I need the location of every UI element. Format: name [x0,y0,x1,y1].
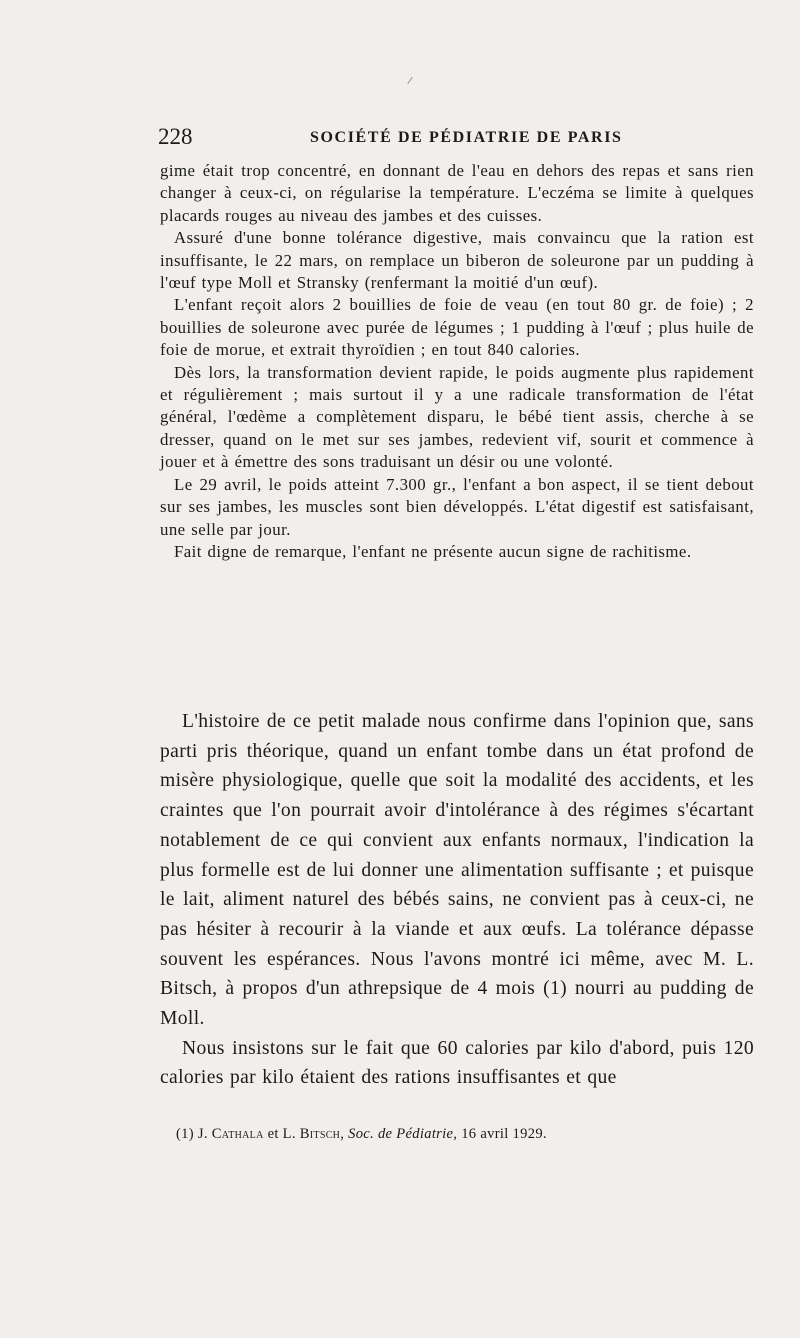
footnote-source: Soc. de Pédiatrie, [348,1126,458,1142]
paragraph-calories: Nous insistons sur le fait que 60 calories par kilo d'abord, puis 120 calories par kilo étaient des rations insuffisantes et que [160,1037,754,1089]
paragraph-april-status: Le 29 avril, le poids atteint 7.300 gr., l'enfant a bon aspect, il se tient debout sur ses jambes, les muscles sont bien développés. L'état digestif est satisfaisant, une selle par jour. [160,474,754,539]
running-head: SOCIÉTÉ DE PÉDIATRIE DE PARIS [310,129,623,146]
paragraph-diet-continuation: gime était trop concentré, en donnant de l'eau en dehors des repas et sans rien changer à ceux-ci, on régularise la température. L'eczéma se limite à quelques placards rouges au niveau des jambes et des cuisses. [160,161,754,225]
footnote-conjunction: et L. [267,1126,296,1142]
footnote-date: 16 avril 1929. [461,1126,547,1142]
discussion-text [160,707,754,1093]
page-number: 228 [158,124,193,149]
footnote-marker: (1) [176,1126,194,1142]
paragraph-ration-change: Assuré d'une bonne tolérance digestive, mais convaincu que la ration est insuffisante, le 22 mars, on remplace un biberon de soleurone par un pudding à l'œuf type Moll et Stransky (renfermant la moitié d'un œuf). [160,228,754,293]
footnote-initial: J. [197,1126,208,1142]
paragraph-transformation: Dès lors, la transformation devient rapide, le poids augmente plus rapidement et régulièrement ; mais surtout il y a une radicale transformation de l'état général, l'œdème a complètement disparu, le bébé tient assis, cherche à se dresser, quand on le met sur ses jambes, redevient vif, sourit et commence à jouer et à émettre des sons traduisant un désir ou une volonté. [160,362,754,472]
paragraph-conclusion: L'histoire de ce petit malade nous confirme dans l'opinion que, sans parti pris théorique, quand un enfant tombe dans un état profond de misère physiologique, quelle que soit la modalité des accidents, et les craintes que l'on pourrait avoir d'intolérance à des régimes s'écartant notablement de ce qui convient aux enfants normaux, l'indication la plus formelle est de lui donner une alimentation suffisante ; et puisque le lait, aliment naturel des bébés sains, ne convient pas à ceux-ci, ne pas hésiter à recourir à la viande et aux œufs. La tolérance dépasse souvent les espérances. Nous l'avons montré ici même, avec M. L. Bitsch, à propos d'un athrepsique de 4 mois (1) nourri au pudding de Moll. [160,711,754,1030]
footnote [176,1124,754,1144]
paragraph-daily-regimen: L'enfant reçoit alors 2 bouillies de foie de veau (en tout 80 gr. de foie) ; 2 bouillies de soleurone avec purée de légumes ; 1 pudding à l'œuf ; plus huile de foie de morue, et extrait thyroïdien ; en tout 840 calories. [160,295,754,360]
footnote-author-2: Bitsch, [299,1126,345,1142]
case-report-text [160,160,754,563]
footnote-author-1: Cathala [211,1126,264,1142]
page-header [158,122,754,152]
paragraph-rickets-note: Fait digne de remarque, l'enfant ne présente aucun signe de rachitisme. [174,541,692,561]
scan-mark [407,77,412,84]
